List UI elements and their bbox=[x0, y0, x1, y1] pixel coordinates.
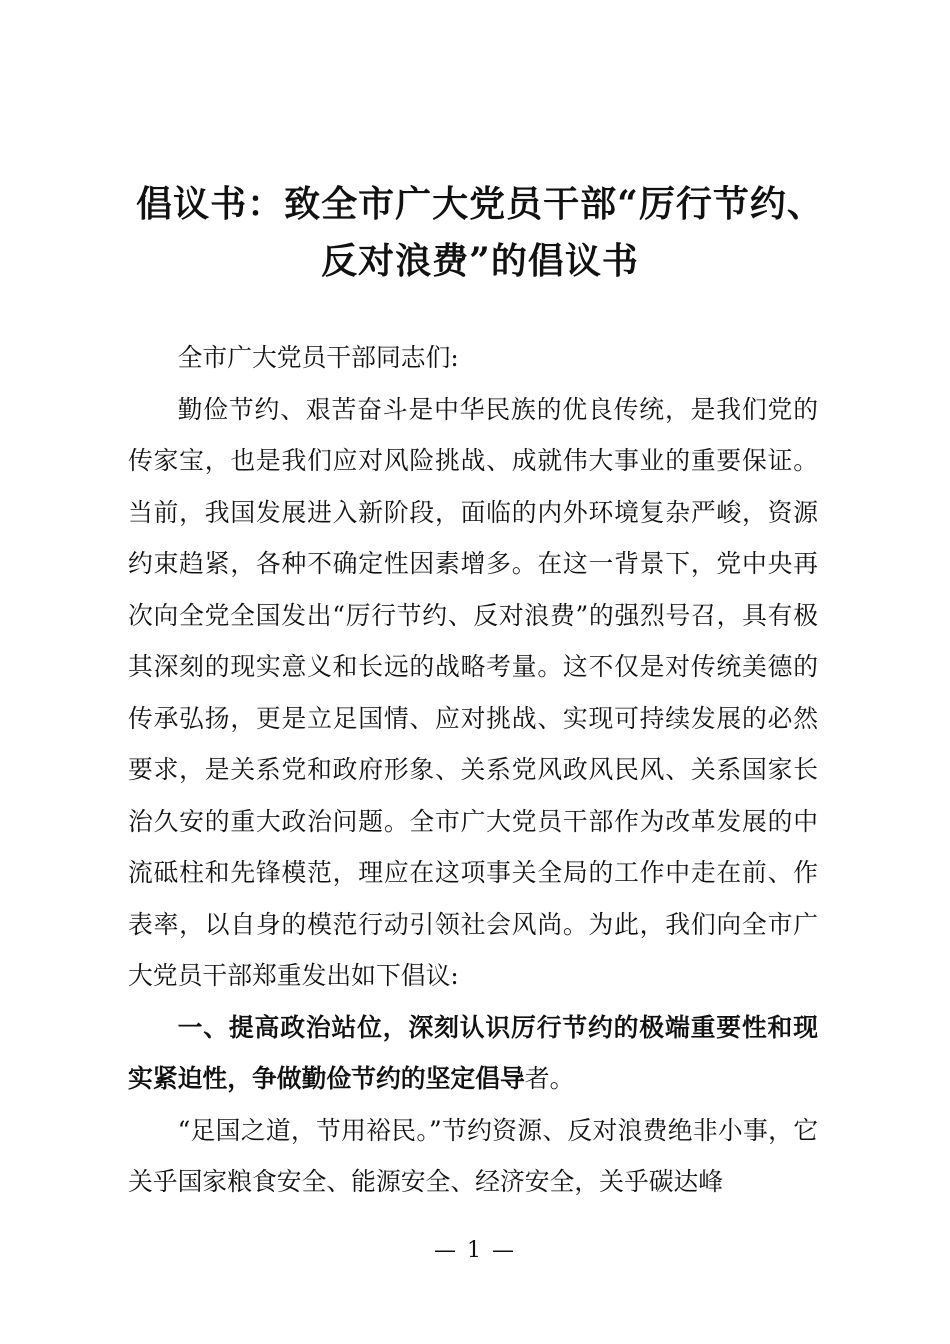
section-heading-text: 一、提高政治站位，深刻认识厉行节约的极端重要性和现实紧迫性，争做勤俭节约的坚定倡导 bbox=[128, 1012, 818, 1093]
paragraph: “足国之道，节用裕民。”节约资源、反对浪费绝非小事，它关乎国家粮食安全、能源安全、经济安全，关乎碳达峰 bbox=[128, 1115, 818, 1196]
section-heading-tail: 者。 bbox=[524, 1064, 575, 1093]
document-title: 倡议书：致全市广大党员干部“厉行节约、反对浪费”的倡议书 bbox=[136, 183, 824, 282]
document-body bbox=[128, 332, 818, 1208]
salutation: 全市广大党员干部同志们: bbox=[177, 343, 459, 372]
paragraph: 勤俭节约、艰苦奋斗是中华民族的优良传统，是我们党的传家宝，也是我们应对风险挑战、成就伟大事业的重要保证。当前，我国发展进入新阶段，面临的内外环境复杂严峻，资源约束趋紧，各种不确定性因素增多。在这一背景下，党中央再次向全党全国发出“厉行节约、反对浪费”的强烈号召，具有极其深刻的现实意义和长远的战略考量。这不仅是对传统美德的传承弘扬，更是立足国情、应对挑战、实现可持续发展的必然要求，是关系党和政府形象、关系党风政风民风、关系国家长治久安的重大政治问题。全市广大党员干部作为改革发展的中流砥柱和先锋模范，理应在这项事关全局的工作中走在前、作表率，以自身的模范行动引领社会风尚。为此，我们向全市广大党员干部郑重发出如下倡议: bbox=[128, 394, 818, 990]
section-heading bbox=[128, 1002, 818, 1105]
page-number: — 1 — bbox=[434, 1238, 516, 1263]
